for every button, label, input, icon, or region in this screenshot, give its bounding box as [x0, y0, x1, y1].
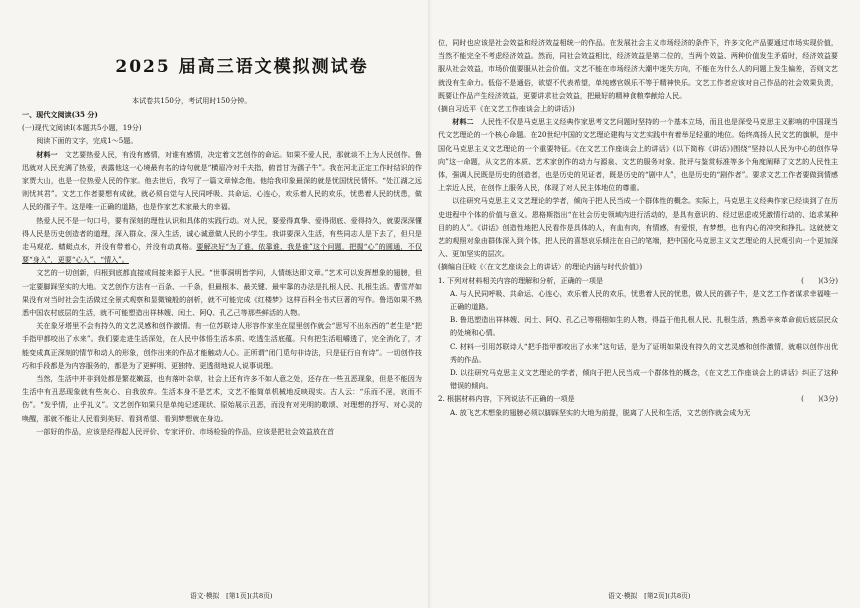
- footer-page-1: 语文·模拟 [第1页](共8页): [190, 592, 273, 600]
- question-1-option-b: B. 鲁迅塑造出祥林嫂、闰土、阿Q、孔乙己等栩栩如生的人物，得益于他扎根人民、扎根生活，熟悉辛亥革命前后底层民众的处境和心情。: [450, 315, 838, 338]
- material1-para-4: 关在象牙塔里不会有持久的文艺灵感和创作激情。有一位苏联诗人形容作家坐在屋里创作就会“思写不出东西的”老生是“把手指甲都咬出了水来”。我们要走进生活深处，在人民中体悟生活本质、吃透生活底蕴。只有把生活咀嚼透了，完全消化了，才能变成真正深刻的情节和动人的形象，创作出来的作品才能触动人心。正所谓“闭门觅句非诗法，只是征行自有诗”。一切创作技巧和手段都是为内容服务的，都是为了更鲜明、更独特、更透彻地说人说事说理。: [22, 321, 422, 370]
- material2-para-1: [438, 115, 838, 194]
- right-column: [438, 0, 838, 608]
- material1-continued: 位，同时也应该是社会效益和经济效益相统一的作品。在发展社会主义市场经济的条件下，许多文化产品要通过市场实现价值，当然不能完全不考虑经济效益。然而，同社会效益相比，经济效益是第二位的，当两个效益、两种价值发生矛盾时，经济效益要服从社会效益，市场价值要服从社会价值。文艺不能在市场经济大潮中迷失方向，不能在为什么人的问题上发生偏差，否则文艺就没有生命力。低俗不是通俗，欲望不代表希望，单纯感官娱乐不等于精神快乐。文艺工作者应该对自己作品的社会效果负责，既要让作品产生经济效益，更要讲求社会效益，把最好的精神食粮奉献给人民。: [438, 38, 838, 100]
- question-1-option-c: C. 材料一引用苏联诗人“把手指甲都咬出了水来”这句话，是为了证明如果没有持久的文艺灵感和创作激情，就难以创作出优秀的作品。: [450, 341, 838, 364]
- subsection-heading: (一)现代文阅读Ⅰ(本题共5小题，19分): [22, 123, 142, 133]
- material2-label: 材料二: [452, 117, 474, 127]
- exam-subtitle: 本试卷共150分，考试用时150分钟。: [132, 96, 252, 105]
- footer-page-2: 语文·模拟 [第2页](共8页): [608, 592, 691, 600]
- section-heading: 一、现代文阅读(35 分): [22, 110, 98, 119]
- question-1-text: 1. 下列对材料相关内容的理解和分析，正确的一项是: [438, 275, 604, 285]
- left-body: [22, 108, 422, 438]
- question-2-score: ( )(3分): [801, 394, 838, 404]
- material1-para-3: 文艺的一切创新，归根到底都直接或间接来源于人民。“世事洞明皆学问，人情练达即文章。”艺术可以发挥想象的翅膀，但一定要脚踩坚实的大地。文艺创作方法有一百条、一千条，但最根本、最关键、最牢靠的办法是扎根人民、扎根生活。曹雪芹如果没有对当时社会生活做过全景式观察和显微镜般的剖析，就不可能完成《红楼梦》这样百科全书式巨著的写作。鲁迅如果不熟悉中国农村底层的生活，就不可能塑造出祥林嫂、闰土、阿Q、孔乙己等那些鲜活的人物。: [22, 268, 422, 318]
- question-1-option-a: A. 与人民同呼吸、共命运、心连心，欢乐着人民的欢乐，忧患着人民的忧患，做人民的孺子牛，是文艺工作者谋求幸福唯一正确的道路。: [450, 288, 838, 312]
- material1-para-1-text: 文艺要热爱人民，有没有感情，对谁有感情，决定着文艺创作的命运。如果不爱人民，那就谈不上为人民创作。鲁迅就对人民充满了热爱，表露他这一心境最有名的诗句就是“横眉冷对千夫指，俯首甘为孺子牛”。我在河北正定工作时结识的作家贾大山，也是一位热爱人民的作家。他去世后，我写了一篇文章悼念他。他给我印象最深的就是忧国忧民情怀。“处江湖之远则忧其君”。文艺工作者要想有成就，就必须自觉与人民同呼吸、共命运、心连心，欢乐着人民的欢乐，忧患着人民的忧患，做人民的孺子牛。这是唯一正确的道路，也是作家艺术家最大的幸福。: [22, 149, 422, 212]
- material1-para-5: 当然，生活中并非到处都是繁花嫩蕊，也有落叶杂草，社会上还有许多不如人意之处，还存在一些丑恶现象，但是不能因为生活中有丑恶现象就有些灰心、自我放弃。生活本身不是艺术，文艺不能简单机械地反映现实。古人云：“乐而不淫，哀而不伤”。“发乎情，止乎礼义”。文艺创作如果只是单纯记述现状、原始展示丑恶，而没有对光明的歌颂、对理想的抒写、对心灵的唤醒，那就不能让人民看到美好、看到希望、看到梦想就在身边。: [22, 374, 422, 423]
- underlined-sentence: 要解决好“为了谁、依靠谁、我是谁”这个问题，把握“心”的圆通，不仅要“身入”，更要“心入”、“情入”。: [22, 242, 422, 265]
- question-1: [438, 274, 838, 287]
- right-body: [438, 36, 838, 419]
- question-1-option-d: D. 以往研究马克思主义文艺理论的学者，倾向于把人民当成一个群体性的概念，《在文艺工作座谈会上的讲话》纠正了这种错误的倾向。: [450, 368, 838, 391]
- question-2-text: 2. 根据材料内容，下列说法不正确的一项是: [438, 394, 575, 404]
- exam-title: 2025 届高三语文模拟测试卷: [115, 57, 369, 77]
- material2-para-1-text: 人民性不仅是马克思主义经典作家思考文艺问题时坚持的一个基本立场，而且也是深受马克思主义影响的中国现当代文艺理论的一个核心命题。在20世纪中国的文艺理论建构与文艺实践中有着举足轻重的地位。始终高扬人民文艺的旗帜，是中国化马克思主义文艺理论的一个重要特征。《在文艺工作座谈会上的讲话》(以下简称《讲话》)围绕“坚持以人民为中心的创作导向”这一命题，从文艺的本质、艺术家创作的动力与源泉、文艺的服务对象、批评与鉴赏标准等多个角度阐释了文艺的人民性主体，强调人民既是历史的创造者，也是历史的见证者，既是历史的“剧中人”，也是历史的“剧作者”。要求文艺工作者要做到情感上亲近人民，在创作上服务人民，体现了对人民主体地位的尊重。: [438, 117, 838, 193]
- material1-para-1: [22, 148, 422, 214]
- page-fold: [428, 0, 432, 608]
- question-1-score: ( )(3分): [801, 275, 838, 285]
- material1-para-2: [22, 214, 422, 267]
- material1-para-6: 一部好的作品，应该是经得起人民评价、专家评价、市场检验的作品，应该是把社会效益放在首: [36, 426, 335, 436]
- question-2-option-a: A. 放飞艺术想象的翅膀必须以脚踩坚实的大地为前提，脱离了人民和生活，文艺创作就会成为无: [450, 407, 751, 417]
- material1-para-2-text: 热爱人民不是一句口号，要有深刻的理性认识和具体的实践行动。对人民，要爱得真挚、爱得彻底、爱得持久，就要深深懂得人民是历史创造者的道理，深入群众、深入生活，诚心诚意做人民的小学生。我讲要深入生活，有些同志人是下去了，但只是走马观花、蜻蜓点水，并没有带着心，并没有动真格。: [22, 215, 422, 252]
- instructions: 阅读下面的文字，完成1～5题。: [36, 136, 138, 146]
- citation-1: (摘自习近平《在文艺工作座谈会上的讲话》): [438, 104, 575, 114]
- question-2: [438, 392, 838, 405]
- material1-label: 材料一: [36, 149, 58, 159]
- material2-para-2: 以往研究马克思主义文艺理论的学者，倾向于把人民当成一个群体性的概念。实际上，马克思主义经典作家已经谈到了在历史进程中个体的价值与意义。恩格斯指出“在社会历史领域内进行活动的，是具有意识的、经过思虑或凭激情行动的、追求某种目的的人”。《讲话》创造性地把人民看作是具体的人，有血有肉，有情感，有爱恨，有梦想，也有内心的冲突和挣扎。这就使文艺的观照对象由群体深入到个体，把人民的喜怒哀乐倾注在自己的笔端，把中国化马克思主义文艺理论的人民观引向一个更加深入、更加坚实的层次。: [438, 196, 838, 259]
- citation-2: (摘编自汪岐《〈在文艺座谈会上的讲话〉的理论内涵与时代价值》): [438, 262, 643, 272]
- left-column: [22, 0, 422, 608]
